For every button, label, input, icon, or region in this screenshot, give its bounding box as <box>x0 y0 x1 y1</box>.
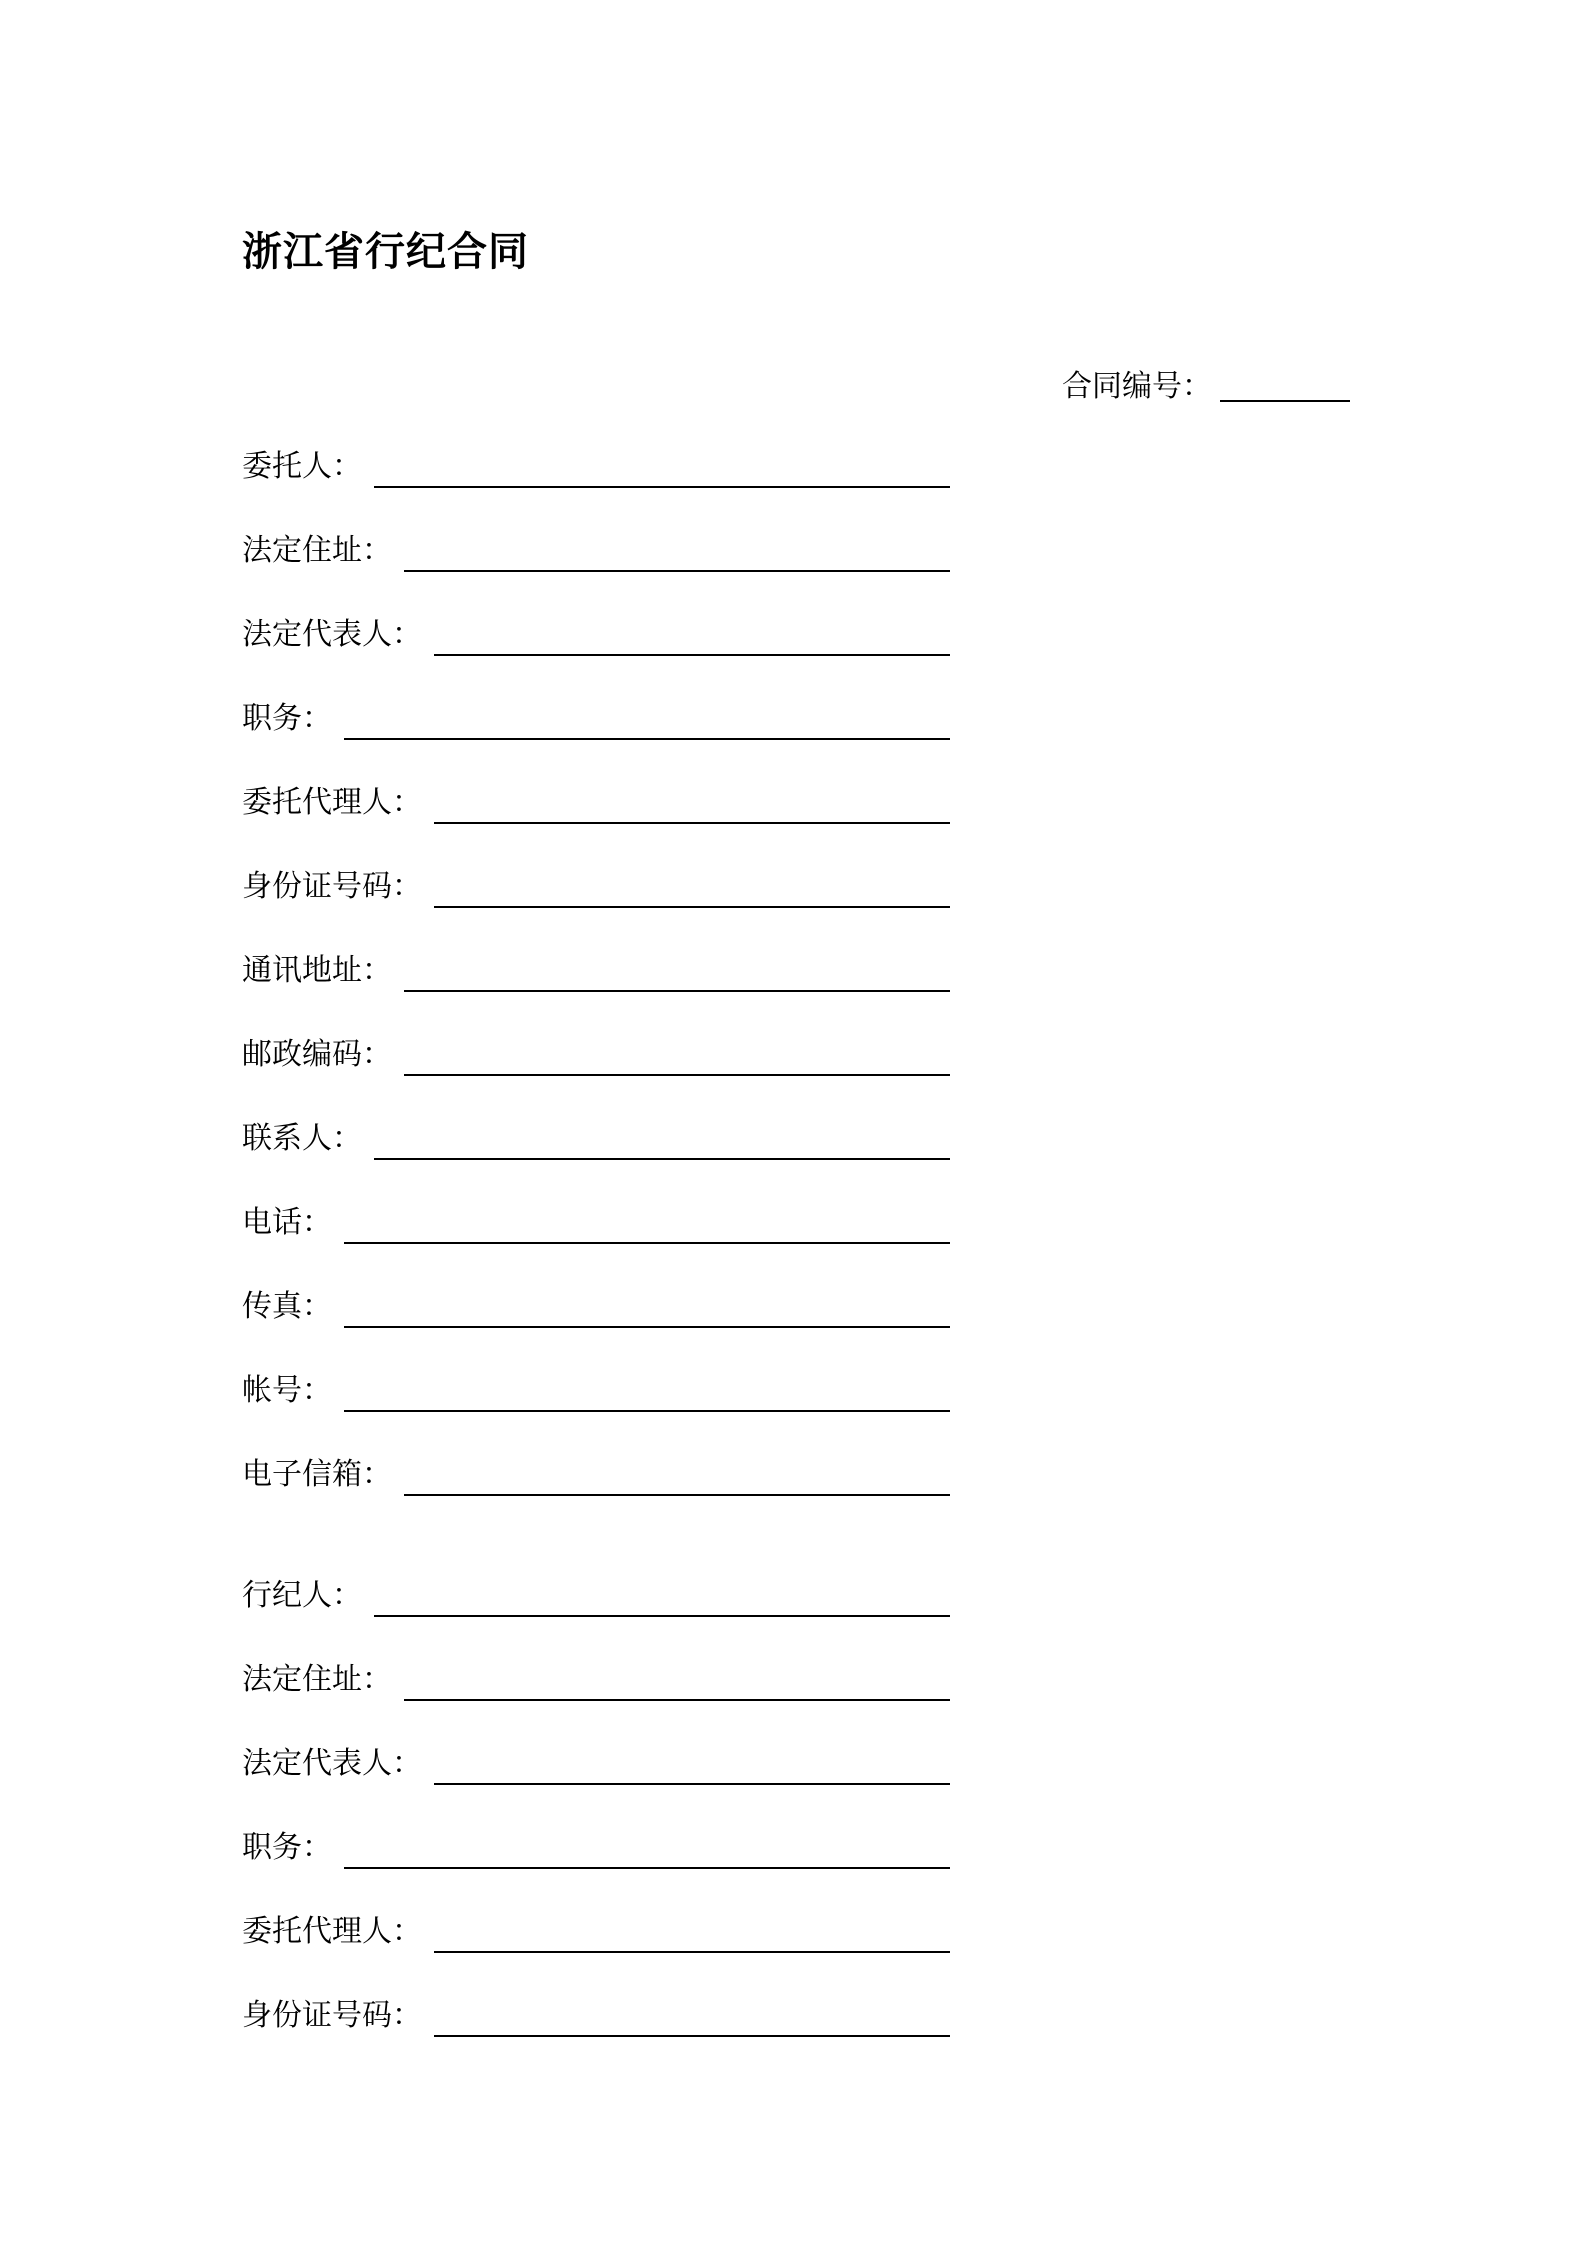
field-label: 通讯地址： <box>242 953 392 988</box>
field-blank[interactable] <box>404 1659 950 1701</box>
field-blank[interactable] <box>374 446 950 488</box>
form-row-authorized-agent <box>242 740 950 824</box>
form-row-fax <box>242 1244 950 1328</box>
field-label: 职务： <box>242 1830 332 1865</box>
contract-number-label: 合同编号： <box>1062 369 1212 404</box>
form-row-contact-person <box>242 1076 950 1160</box>
field-label: 委托人： <box>242 449 362 484</box>
field-blank[interactable] <box>344 1827 950 1869</box>
field-blank[interactable] <box>344 1286 950 1328</box>
document-title: 浙江省行纪合同 <box>242 229 529 275</box>
field-blank[interactable] <box>344 1370 950 1412</box>
field-blank[interactable] <box>434 1743 950 1785</box>
field-label: 法定代表人： <box>242 617 422 652</box>
contract-number-blank[interactable] <box>1220 362 1350 402</box>
field-blank[interactable] <box>344 1202 950 1244</box>
field-blank[interactable] <box>434 866 950 908</box>
form-row-broker <box>242 1533 950 1617</box>
field-label: 身份证号码： <box>242 869 422 904</box>
field-blank[interactable] <box>374 1575 950 1617</box>
field-blank[interactable] <box>434 1911 950 1953</box>
form-row-position <box>242 1785 950 1869</box>
form-row-legal-address <box>242 1617 950 1701</box>
form-row-id-number <box>242 824 950 908</box>
field-blank[interactable] <box>404 950 950 992</box>
field-label: 传真： <box>242 1289 332 1324</box>
field-blank[interactable] <box>404 1454 950 1496</box>
field-label: 电话： <box>242 1205 332 1240</box>
form-row-phone <box>242 1160 950 1244</box>
field-blank[interactable] <box>374 1118 950 1160</box>
field-label: 法定代表人： <box>242 1746 422 1781</box>
field-blank[interactable] <box>344 698 950 740</box>
field-label: 身份证号码： <box>242 1998 422 2033</box>
form-row-email <box>242 1412 950 1496</box>
contract-number-field <box>1062 362 1350 402</box>
broker-section <box>242 1533 950 2037</box>
field-blank[interactable] <box>434 1995 950 2037</box>
form-row-account <box>242 1328 950 1412</box>
form-row-legal-representative <box>242 1701 950 1785</box>
field-blank[interactable] <box>404 530 950 572</box>
form-row-legal-address <box>242 488 950 572</box>
field-label: 职务： <box>242 701 332 736</box>
field-label: 行纪人： <box>242 1578 362 1613</box>
field-label: 法定住址： <box>242 1662 392 1697</box>
field-label: 委托代理人： <box>242 1914 422 1949</box>
form-row-id-number <box>242 1953 950 2037</box>
field-blank[interactable] <box>434 614 950 656</box>
form-row-legal-representative <box>242 572 950 656</box>
field-label: 联系人： <box>242 1121 362 1156</box>
principal-section <box>242 404 950 1496</box>
form-row-postal-code <box>242 992 950 1076</box>
form-row-position <box>242 656 950 740</box>
field-label: 帐号： <box>242 1373 332 1408</box>
field-blank[interactable] <box>404 1034 950 1076</box>
field-label: 委托代理人： <box>242 785 422 820</box>
form-row-mailing-address <box>242 908 950 992</box>
field-label: 邮政编码： <box>242 1037 392 1072</box>
field-blank[interactable] <box>434 782 950 824</box>
form-row-principal <box>242 404 950 488</box>
form-row-authorized-agent <box>242 1869 950 1953</box>
field-label: 法定住址： <box>242 533 392 568</box>
field-label: 电子信箱： <box>242 1457 392 1492</box>
